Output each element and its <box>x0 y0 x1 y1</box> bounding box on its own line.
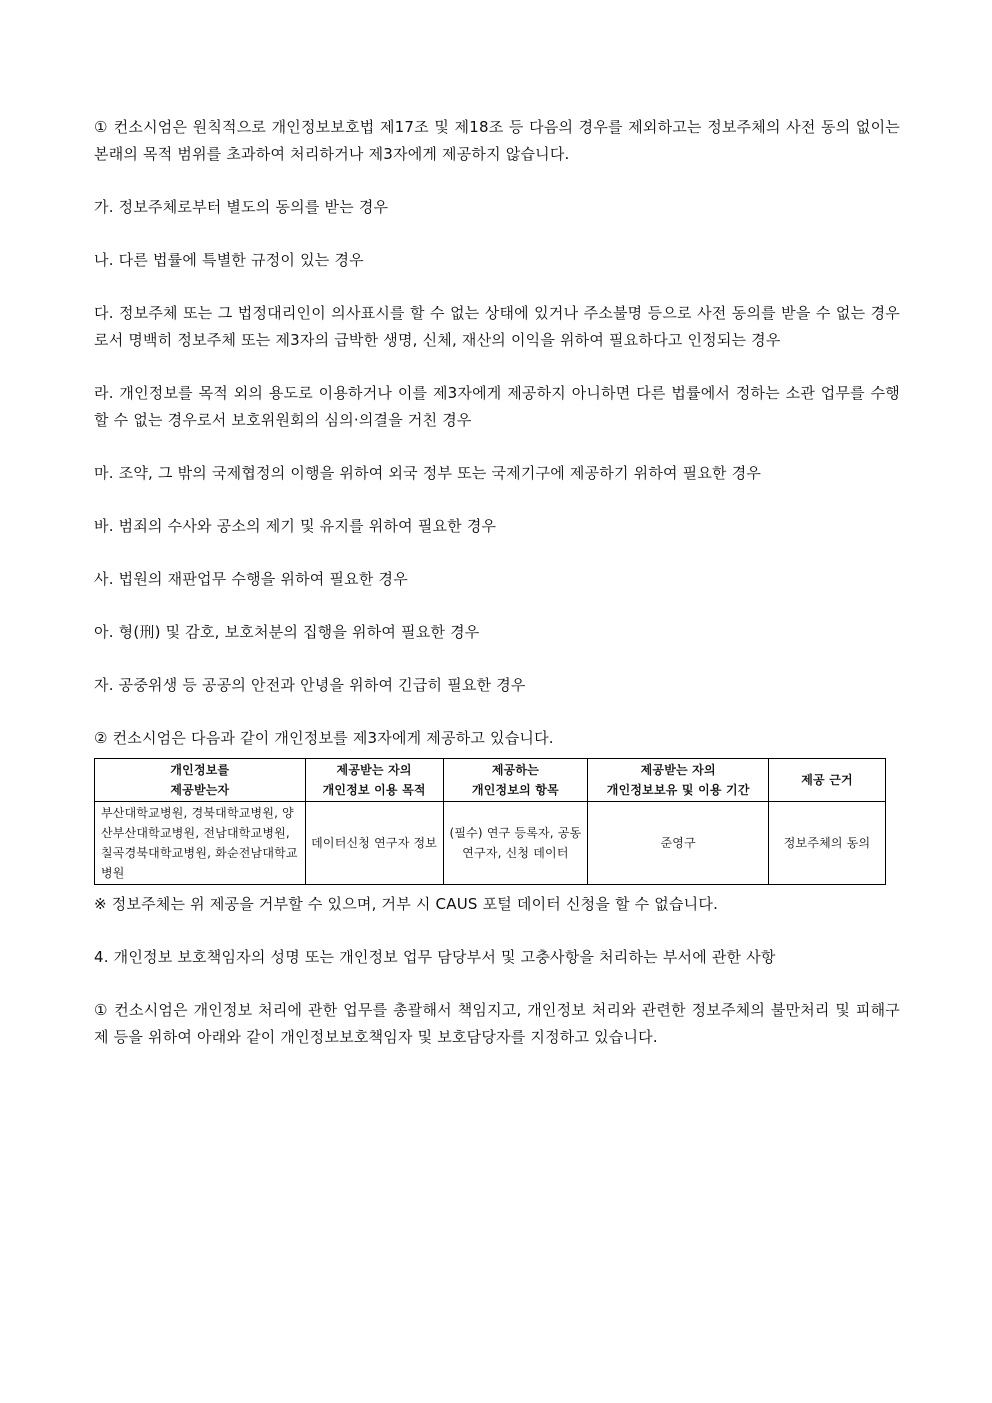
cell-basis: 정보주체의 동의 <box>769 802 886 885</box>
header-recipient: 개인정보를 제공받는자 <box>95 759 306 802</box>
header-period: 제공받는 자의 개인정보보유 및 이용 기간 <box>588 759 769 802</box>
section4-title: 4. 개인정보 보호책임자의 성명 또는 개인정보 업무 담당부서 및 고충사항을 처리하는 부서에 관한 사항 <box>94 948 776 966</box>
list-item-na: 나. 다른 법률에 특별한 규정이 있는 경우 <box>94 251 364 269</box>
provision-table <box>94 758 886 885</box>
list-item-sa: 사. 법원의 재판업무 수행을 위하여 필요한 경우 <box>94 570 408 588</box>
header-purpose: 제공받는 자의 개인정보 이용 목적 <box>305 759 443 802</box>
document-page <box>94 114 900 1051</box>
list-item-ba: 바. 범죄의 수사와 공소의 제기 및 유지를 위하여 필요한 경우 <box>94 517 497 535</box>
list-item-a: 아. 형(刑) 및 감호, 보호처분의 집행을 위하여 필요한 경우 <box>94 623 480 641</box>
intro-paragraph: ① 컨소시엄은 원칙적으로 개인정보보호법 제17조 및 제18조 등 다음의 경우를 제외하고는 정보주체의 사전 동의 없이는 본래의 목적 범위를 초과하여 처리하거나 제3자에게 제공하지 않습니다. <box>94 118 900 163</box>
list-item-ma: 마. 조약, 그 밖의 국제협정의 이행을 위하여 외국 정부 또는 국제기구에 제공하기 위하여 필요한 경우 <box>94 464 762 482</box>
list-item-ja: 자. 공중위생 등 공공의 안전과 안녕을 위하여 긴급히 필요한 경우 <box>94 676 526 694</box>
provision-intro: ② 컨소시엄은 다음과 같이 개인정보를 제3자에게 제공하고 있습니다. <box>94 729 554 747</box>
list-item-ga: 가. 정보주체로부터 별도의 동의를 받는 경우 <box>94 198 389 216</box>
table-header-row <box>95 759 886 802</box>
list-item-da: 다. 정보주체 또는 그 법정대리인이 의사표시를 할 수 없는 상태에 있거나 주소불명 등으로 사전 동의를 받을 수 없는 경우로서 명백히 정보주체 또는 제3자의 급박한 생명, 신체, 재산의 이익을 위하여 필요하다고 인정되는 경우 <box>94 304 900 349</box>
cell-items: (필수) 연구 등록자, 공동연구자, 신청 데이터 <box>443 802 588 885</box>
list-item-ra: 라. 개인정보를 목적 외의 용도로 이용하거나 이를 제3자에게 제공하지 아니하면 다른 법률에서 정하는 소관 업무를 수행할 수 없는 경우로서 보호위원회의 심의·의결을 거친 경우 <box>94 384 900 429</box>
header-basis: 제공 근거 <box>769 759 886 802</box>
cell-recipients: 부산대학교병원, 경북대학교병원, 양산부산대학교병원, 전남대학교병원, 칠곡경북대학교병원, 화순전남대학교병원 <box>95 802 306 885</box>
refusal-note: ※ 정보주체는 위 제공을 거부할 수 있으며, 거부 시 CAUS 포털 데이터 신청을 할 수 없습니다. <box>94 895 719 913</box>
cell-period: 준영구 <box>588 802 769 885</box>
table-row <box>95 802 886 885</box>
header-items: 제공하는 개인정보의 항목 <box>443 759 588 802</box>
cell-purpose: 데이터신청 연구자 정보 <box>305 802 443 885</box>
section4-paragraph: ① 컨소시엄은 개인정보 처리에 관한 업무를 총괄해서 책임지고, 개인정보 처리와 관련한 정보주체의 불만처리 및 피해구제 등을 위하여 아래와 같이 개인정보보호책임자 및 보호담당자를 지정하고 있습니다. <box>94 1001 900 1046</box>
